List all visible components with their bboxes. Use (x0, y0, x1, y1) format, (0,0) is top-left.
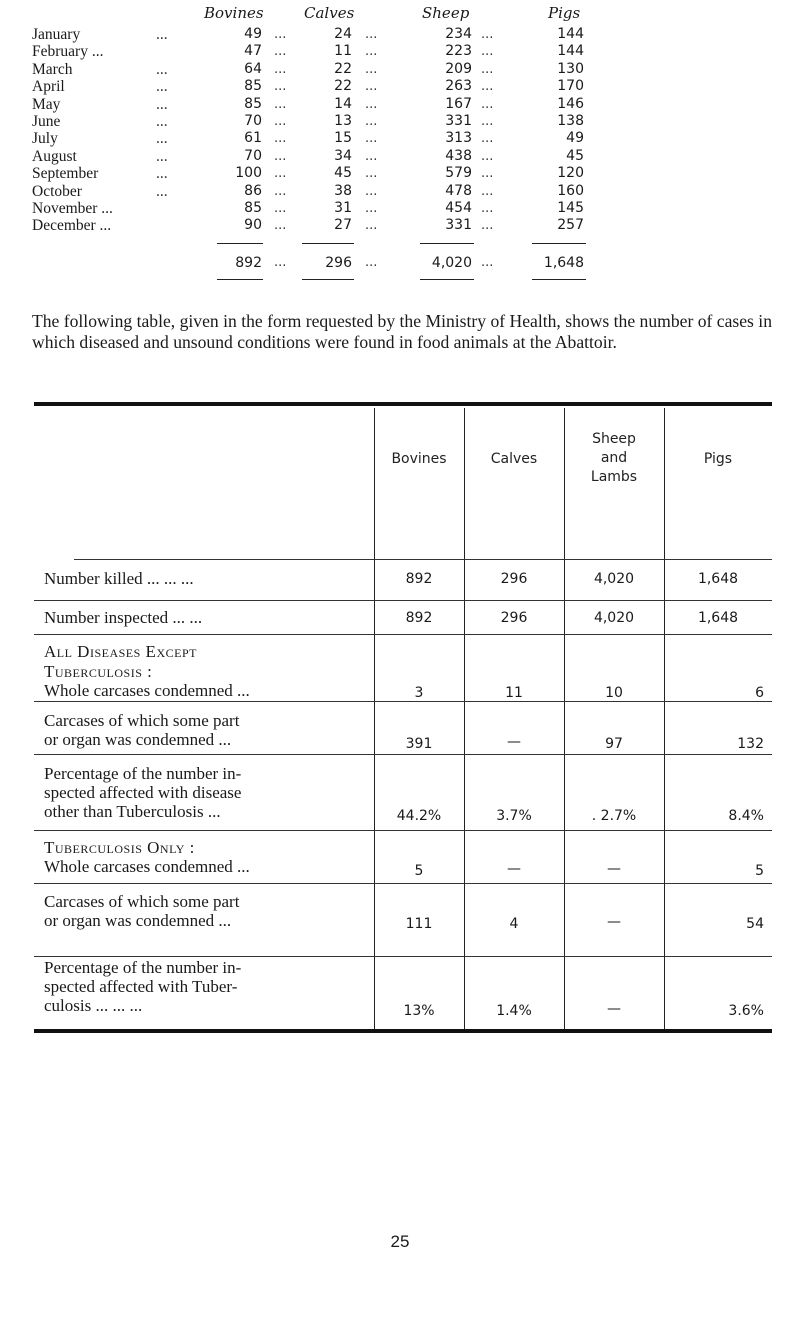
total-rules-bottom (32, 273, 692, 283)
calves-value: 13 (334, 112, 352, 129)
inspected-sheep: 4,020 (593, 610, 635, 626)
bovines-value: 85 (244, 199, 262, 216)
bovines-value: 61 (244, 130, 262, 147)
tb-whole-bovines: 5 (414, 863, 424, 879)
bovines-value: 47 (244, 43, 262, 60)
leader-dots: ... (481, 183, 494, 199)
sheep-value: 209 (445, 60, 472, 77)
bovines-value: 86 (244, 182, 262, 199)
percentage-disease-calves: 3.7% (496, 808, 532, 824)
tb-whole-sheep: — (607, 861, 621, 877)
killed-calves: 296 (500, 571, 528, 587)
leader-dots: ... (274, 61, 287, 77)
leader-dots: ... (481, 200, 494, 216)
month-name: August (32, 147, 77, 165)
calves-value: 24 (334, 26, 352, 42)
bovines-value: 100 (235, 165, 262, 182)
sheep-value: 167 (445, 95, 472, 112)
leader-dots: ... (274, 44, 287, 60)
leader-dots: ... (365, 183, 378, 199)
killed-pigs: 1,648 (697, 571, 739, 587)
leader-dots: ... (365, 79, 378, 95)
bovines-value: 64 (244, 60, 262, 77)
calves-value: 38 (334, 182, 352, 199)
part-condemned-bovines: 391 (405, 736, 433, 752)
leader-dots: ... (365, 166, 378, 182)
leader-dots: ... (365, 200, 378, 216)
row-number-killed: Number killed ... ... ... (44, 569, 194, 588)
total-calves: 296 (325, 254, 352, 271)
leader-dots: ... (365, 27, 378, 42)
row-tb-part-label1: Carcases of which some part (44, 892, 240, 911)
pigs-value: 170 (557, 78, 584, 95)
leader-dots: ... (274, 200, 287, 216)
month-row (32, 183, 692, 200)
leader-dots: ... (481, 218, 494, 234)
pigs-value: 45 (566, 147, 584, 164)
pigs-value: 120 (557, 165, 584, 182)
table-bottom-rule (34, 1029, 772, 1033)
month-name: December ... (32, 217, 112, 235)
month-name: January (32, 26, 81, 43)
bovines-value: 49 (244, 26, 262, 42)
leader-dots: ... (365, 44, 378, 60)
leader-dots: ... (274, 218, 287, 234)
sheep-value: 331 (445, 217, 472, 234)
month-row (32, 130, 692, 147)
inspected-pigs: 1,648 (697, 610, 739, 626)
pigs-value: 144 (557, 26, 584, 42)
calves-value: 15 (334, 130, 352, 147)
killed-bovines: 892 (405, 571, 433, 587)
bovines-value: 85 (244, 78, 262, 95)
table-top-rule (34, 402, 772, 406)
sheep-value: 438 (445, 147, 472, 164)
percentage-disease-pigs: 8.4% (728, 808, 764, 824)
row-percentage-disease-label3: other than Tuberculosis ... (44, 802, 221, 821)
sheep-value: 331 (445, 112, 472, 129)
row-tb-percentage-label1: Percentage of the number in- (44, 958, 242, 977)
month-leader: ... (156, 165, 168, 183)
bovines-value: 70 (244, 112, 262, 129)
calves-value: 45 (334, 165, 352, 182)
tb-percentage-sheep: — (607, 1001, 621, 1017)
month-name: May (32, 95, 61, 113)
heading-tuberculosis-only: Tuberculosis Only : (44, 838, 195, 857)
inspected-calves: 296 (500, 610, 528, 626)
tb-percentage-calves: 1.4% (496, 1003, 532, 1019)
monthly-rows (32, 26, 692, 235)
monthly-totals-row: 892 ... 296 ... 4,020 ... 1,648 (32, 253, 692, 273)
whole-carcases-pigs: 6 (755, 685, 764, 701)
leader-dots: ... (274, 183, 287, 199)
col-header-bovines: Bovines (391, 451, 447, 467)
calves-value: 34 (334, 147, 352, 164)
sheep-value: 579 (445, 165, 472, 182)
bovines-value: 90 (244, 217, 262, 234)
heading-tuberculosis: Tuberculosis : (44, 662, 153, 681)
sheep-value: 313 (445, 130, 472, 147)
month-row (32, 165, 692, 182)
leader-dots: ... (365, 148, 378, 164)
col-header-sheep-lambs: Sheep and Lambs (590, 431, 638, 485)
month-row (32, 61, 692, 78)
calves-value: 31 (334, 199, 352, 216)
heading-all-diseases: All Diseases Except (44, 642, 197, 661)
header-bovines: Bovines (204, 4, 264, 22)
header-calves: Calves (304, 4, 355, 22)
leader-dots: ... (481, 61, 494, 77)
leader-dots: ... (365, 61, 378, 77)
leader-dots: ... (481, 113, 494, 129)
header-pigs: Pigs (548, 4, 581, 22)
month-row (32, 96, 692, 113)
month-leader: ... (156, 130, 168, 148)
whole-carcases-sheep: 10 (605, 685, 623, 701)
leader-dots: ... (481, 166, 494, 182)
monthly-table-header (32, 2, 692, 26)
part-condemned-calves: — (507, 734, 521, 750)
page-number: 25 (390, 1232, 410, 1251)
leader-dots: ... (481, 96, 494, 112)
row-percentage-disease-label2: spected affected with disease (44, 783, 242, 802)
month-leader: ... (156, 60, 168, 78)
row-tb-percentage-label2: spected affected with Tuber- (44, 977, 238, 996)
part-condemned-sheep: 97 (605, 736, 623, 752)
pigs-value: 130 (557, 60, 584, 77)
pigs-value: 144 (557, 43, 584, 60)
month-name: November ... (32, 199, 113, 217)
month-name: April (32, 78, 65, 96)
row-percentage-disease-label1: Percentage of the number in- (44, 764, 242, 783)
leader-dots: ... (274, 96, 287, 112)
tb-part-calves: 4 (509, 916, 519, 932)
bovines-value: 85 (244, 95, 262, 112)
total-rules-top (32, 235, 692, 253)
sheep-value: 263 (445, 78, 472, 95)
col-header-calves: Calves (490, 451, 538, 467)
month-name: July (32, 130, 58, 148)
month-row (32, 78, 692, 95)
leader-dots: ... (365, 96, 378, 112)
bovines-value: 70 (244, 147, 262, 164)
month-leader: ... (156, 78, 168, 96)
calves-value: 27 (334, 217, 352, 234)
row-tb-percentage-label3: culosis ... ... ... (44, 996, 143, 1015)
total-pigs: 1,648 (543, 254, 584, 271)
pigs-value: 146 (557, 95, 584, 112)
sheep-value: 223 (445, 43, 472, 60)
col-header-pigs: Pigs (703, 451, 733, 467)
tb-percentage-pigs: 3.6% (728, 1003, 764, 1019)
total-sheep: 4,020 (431, 254, 472, 271)
header-sheep: Sheep (422, 4, 470, 22)
inspected-bovines: 892 (405, 610, 433, 626)
tb-whole-pigs: 5 (755, 863, 764, 879)
intro-paragraph: The following table, given in the form requested by the Ministry of Health, shows the number of cases in which diseased and unsound conditions were found in food animals at the Abattoir. (32, 311, 772, 352)
sheep-value: 234 (445, 26, 472, 42)
leader-dots: ... (274, 79, 287, 95)
pigs-value: 257 (557, 217, 584, 234)
monthly-slaughter-table (32, 2, 692, 283)
calves-value: 22 (334, 78, 352, 95)
total-bovines: 892 (235, 254, 262, 271)
leader-dots: ... (274, 166, 287, 182)
leader-dots: ... (365, 218, 378, 234)
percentage-disease-bovines: 44.2% (396, 808, 442, 824)
leader-dots: ... (481, 79, 494, 95)
month-name: February ... (32, 43, 104, 61)
row-tb-part-label2: or organ was condemned ... (44, 911, 232, 930)
leader-dots: ... (481, 148, 494, 164)
leader-dots: ... (365, 131, 378, 147)
calves-value: 14 (334, 95, 352, 112)
month-row (32, 26, 692, 43)
month-name: March (32, 60, 73, 78)
month-name: June (32, 112, 61, 130)
month-leader: ... (156, 26, 168, 43)
tb-part-pigs: 54 (746, 916, 764, 932)
month-row (32, 217, 692, 234)
month-name: September (32, 165, 99, 183)
row-number-inspected: Number inspected ... ... (44, 608, 203, 627)
month-leader: ... (156, 182, 168, 200)
month-row (32, 148, 692, 165)
leader-dots: ... (481, 27, 494, 42)
leader-dots: ... (481, 131, 494, 147)
row-part-condemned-label1: Carcases of which some part (44, 711, 240, 730)
leader-dots: ... (274, 148, 287, 164)
leader-dots: ... (365, 113, 378, 129)
leader-dots: ... (274, 113, 287, 129)
pigs-value: 145 (557, 199, 584, 216)
tb-percentage-bovines: 13% (403, 1003, 435, 1019)
whole-carcases-calves: 11 (505, 685, 523, 701)
tb-part-bovines: 111 (405, 916, 433, 932)
tb-whole-calves: — (507, 861, 521, 877)
percentage-disease-sheep: . 2.7% (591, 808, 637, 824)
month-leader: ... (156, 112, 168, 130)
calves-value: 11 (334, 43, 352, 60)
pigs-value: 49 (566, 130, 584, 147)
row-part-condemned-label2: or organ was condemned ... (44, 730, 232, 749)
month-name: October (32, 182, 82, 200)
calves-value: 22 (334, 60, 352, 77)
sheep-value: 454 (445, 199, 472, 216)
month-row (32, 43, 692, 60)
leader-dots: ... (274, 131, 287, 147)
row-tb-whole-carcases: Whole carcases condemned ... (44, 857, 250, 876)
pigs-value: 138 (557, 112, 584, 129)
killed-sheep: 4,020 (593, 571, 635, 587)
month-leader: ... (156, 95, 168, 113)
sheep-value: 478 (445, 182, 472, 199)
month-row (32, 113, 692, 130)
row-whole-carcases-condemned: Whole carcases condemned ... (44, 681, 250, 700)
tb-part-sheep: — (607, 914, 621, 930)
part-condemned-pigs: 132 (737, 736, 764, 752)
leader-dots: ... (274, 27, 287, 42)
whole-carcases-bovines: 3 (414, 685, 424, 701)
month-leader: ... (156, 147, 168, 165)
leader-dots: ... (481, 44, 494, 60)
month-row (32, 200, 692, 217)
pigs-value: 160 (557, 182, 584, 199)
